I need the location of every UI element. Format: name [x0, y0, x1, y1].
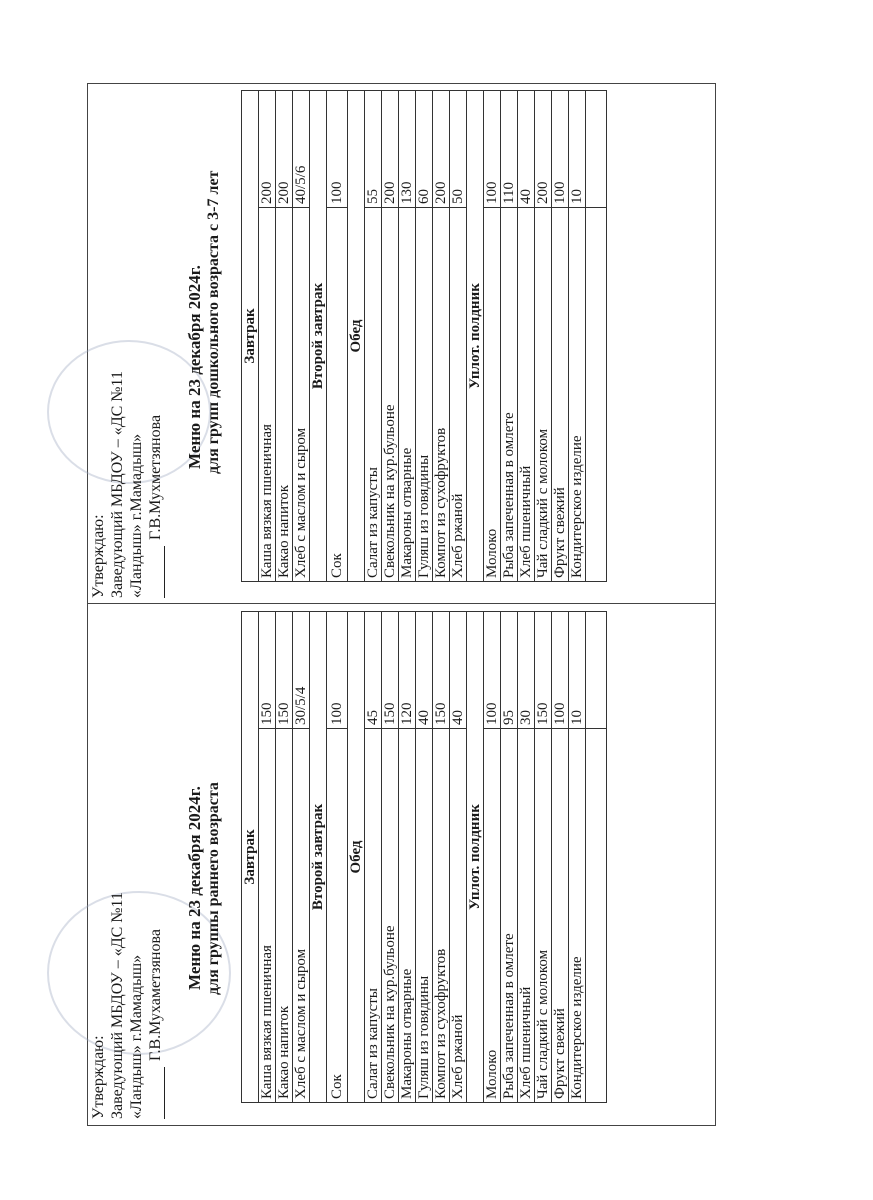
- menu-subtitle: для групп дошкольного возраста с 3-7 лет: [205, 170, 222, 474]
- table-row: [416, 612, 433, 1103]
- table-row: [501, 91, 518, 582]
- dish-qty: 95: [501, 612, 518, 729]
- table-row: [259, 91, 276, 582]
- approval-label: Утверждаю:: [90, 1035, 107, 1119]
- dish-name: Салат из капусты: [365, 729, 382, 1103]
- dish-qty: 100: [327, 91, 348, 208]
- dish-name: Свекольник на кур.бульоне: [382, 729, 399, 1103]
- dish-qty: 10: [569, 612, 586, 729]
- table-row: [399, 612, 416, 1103]
- dish-qty: 200: [276, 91, 293, 208]
- table-row: [382, 91, 399, 582]
- dish-qty: 200: [382, 91, 399, 208]
- approval-signatory: Г.В.Мухметзянова: [147, 414, 164, 540]
- menu-table: [241, 90, 607, 582]
- section-title: Завтрак: [242, 612, 259, 1103]
- table-row: [276, 612, 293, 1103]
- dish-qty: 40/5/6: [293, 91, 310, 208]
- dish-qty: 40: [518, 91, 535, 208]
- table-row: [276, 91, 293, 582]
- table-row: [365, 612, 382, 1103]
- dish-name: Молоко: [484, 208, 501, 582]
- dish-qty: 50: [450, 91, 467, 208]
- dish-qty: 40: [416, 612, 433, 729]
- section-title: Обед: [348, 91, 365, 582]
- dish-name: Хлеб с маслом и сыром: [293, 208, 310, 582]
- dish-name: Хлеб ржаной: [450, 729, 467, 1103]
- dish-name: Фрукт свежий: [552, 208, 569, 582]
- dish-qty: 10: [569, 91, 586, 208]
- dish-qty: 55: [365, 91, 382, 208]
- menu-table: [241, 611, 607, 1103]
- table-row: [484, 612, 501, 1103]
- approval-org: «Ландыш» г.Мамадыш»: [128, 954, 145, 1119]
- dish-name: Хлеб с маслом и сыром: [293, 729, 310, 1103]
- signature-line: [164, 1067, 165, 1119]
- dish-name: Сок: [327, 729, 348, 1103]
- menu-panel-early-age: [87, 605, 716, 1125]
- dish-name: Макароны отварные: [399, 208, 416, 582]
- table-row: [327, 91, 348, 582]
- approval-position: Заведующий МБДОУ – «ДС №11: [109, 892, 126, 1119]
- dish-qty: 200: [259, 91, 276, 208]
- menu-subtitle: для группы раннего возраста: [205, 782, 222, 995]
- menu-panel-preschool: [87, 84, 716, 604]
- table-row: [293, 91, 310, 582]
- dish-qty: 200: [535, 91, 552, 208]
- dish-qty: 60: [416, 91, 433, 208]
- dish-qty: 100: [484, 91, 501, 208]
- table-row: [293, 612, 310, 1103]
- section-title: Завтрак: [242, 91, 259, 582]
- dish-qty: 40: [450, 612, 467, 729]
- table-row: [399, 91, 416, 582]
- table-row: [433, 91, 450, 582]
- table-row: [450, 612, 467, 1103]
- table-row: [259, 612, 276, 1103]
- table-row: [518, 91, 535, 582]
- dish-name: Гуляш из говядины: [416, 729, 433, 1103]
- approval-org: «Ландыш» г.Мамадыш»: [128, 433, 145, 598]
- dish-qty: 30: [518, 612, 535, 729]
- dish-name: Какао напиток: [276, 729, 293, 1103]
- table-row: [365, 91, 382, 582]
- dish-qty: 110: [501, 91, 518, 208]
- table-row-empty: [586, 91, 607, 582]
- dish-qty: 100: [484, 612, 501, 729]
- dish-qty: 150: [433, 612, 450, 729]
- section-title: Второй завтрак: [310, 91, 327, 582]
- section-title: Обед: [348, 612, 365, 1103]
- dish-name: Сок: [327, 208, 348, 582]
- table-row: [535, 612, 552, 1103]
- dish-name: Компот из сухофруктов: [433, 208, 450, 582]
- dish-qty: 150: [382, 612, 399, 729]
- dish-name: Свекольник на кур.бульоне: [382, 208, 399, 582]
- dish-qty: 150: [276, 612, 293, 729]
- table-row: [484, 91, 501, 582]
- signature-line: [164, 546, 165, 598]
- dish-name: Кондитерское изделие: [569, 208, 586, 582]
- section-title: Уплот. полдник: [467, 612, 484, 1103]
- dish-qty: 150: [259, 612, 276, 729]
- table-row: [450, 91, 467, 582]
- dish-name: Кондитерское изделие: [569, 729, 586, 1103]
- dish-name: Каша вязкая пшеничная: [259, 729, 276, 1103]
- menu-title: Меню на 23 декабря 2024г.: [185, 265, 204, 469]
- dish-qty: 100: [327, 612, 348, 729]
- approval-position: Заведующий МБДОУ – «ДС №11: [109, 371, 126, 598]
- approval-block: [89, 371, 165, 598]
- table-row: [501, 612, 518, 1103]
- dish-name: Салат из капусты: [365, 208, 382, 582]
- dish-name: Чай сладкий с молоком: [535, 729, 552, 1103]
- dish-qty: 120: [399, 612, 416, 729]
- dish-name: Каша вязкая пшеничная: [259, 208, 276, 582]
- dish-name: Гуляш из говядины: [416, 208, 433, 582]
- dish-qty: 30/5/4: [293, 612, 310, 729]
- dish-name: Хлеб пшеничный: [518, 208, 535, 582]
- dish-qty: 200: [433, 91, 450, 208]
- table-row: [552, 612, 569, 1103]
- dish-name: Хлеб ржаной: [450, 208, 467, 582]
- dish-qty: 100: [552, 91, 569, 208]
- dish-name: Хлеб пшеничный: [518, 729, 535, 1103]
- table-row: [569, 612, 586, 1103]
- section-title: Уплот. полдник: [467, 91, 484, 582]
- approval-block: [89, 892, 165, 1119]
- table-row: [535, 91, 552, 582]
- table-row: [416, 91, 433, 582]
- dish-name: Рыба запеченная в омлете: [501, 729, 518, 1103]
- dish-qty: 45: [365, 612, 382, 729]
- approval-signatory: Г.В.Мухаметзянова: [147, 929, 164, 1061]
- dish-qty: 150: [535, 612, 552, 729]
- section-title: Второй завтрак: [310, 612, 327, 1103]
- dish-name: Рыба запеченная в омлете: [501, 208, 518, 582]
- dish-name: Фрукт свежий: [552, 729, 569, 1103]
- table-row: [382, 612, 399, 1103]
- dish-name: Макароны отварные: [399, 729, 416, 1103]
- dish-name: Чай сладкий с молоком: [535, 208, 552, 582]
- page-border-bottom: [87, 1125, 716, 1126]
- menu-title: Меню на 23 декабря 2024г.: [185, 786, 204, 990]
- dish-name: Компот из сухофруктов: [433, 729, 450, 1103]
- dish-name: Какао напиток: [276, 208, 293, 582]
- table-row: [552, 91, 569, 582]
- dish-qty: 100: [552, 612, 569, 729]
- table-row: [518, 612, 535, 1103]
- table-row: [327, 612, 348, 1103]
- dish-name: Молоко: [484, 729, 501, 1103]
- table-row: [433, 612, 450, 1103]
- table-row-empty: [586, 612, 607, 1103]
- table-row: [569, 91, 586, 582]
- dish-qty: 130: [399, 91, 416, 208]
- approval-label: Утверждаю:: [90, 514, 107, 598]
